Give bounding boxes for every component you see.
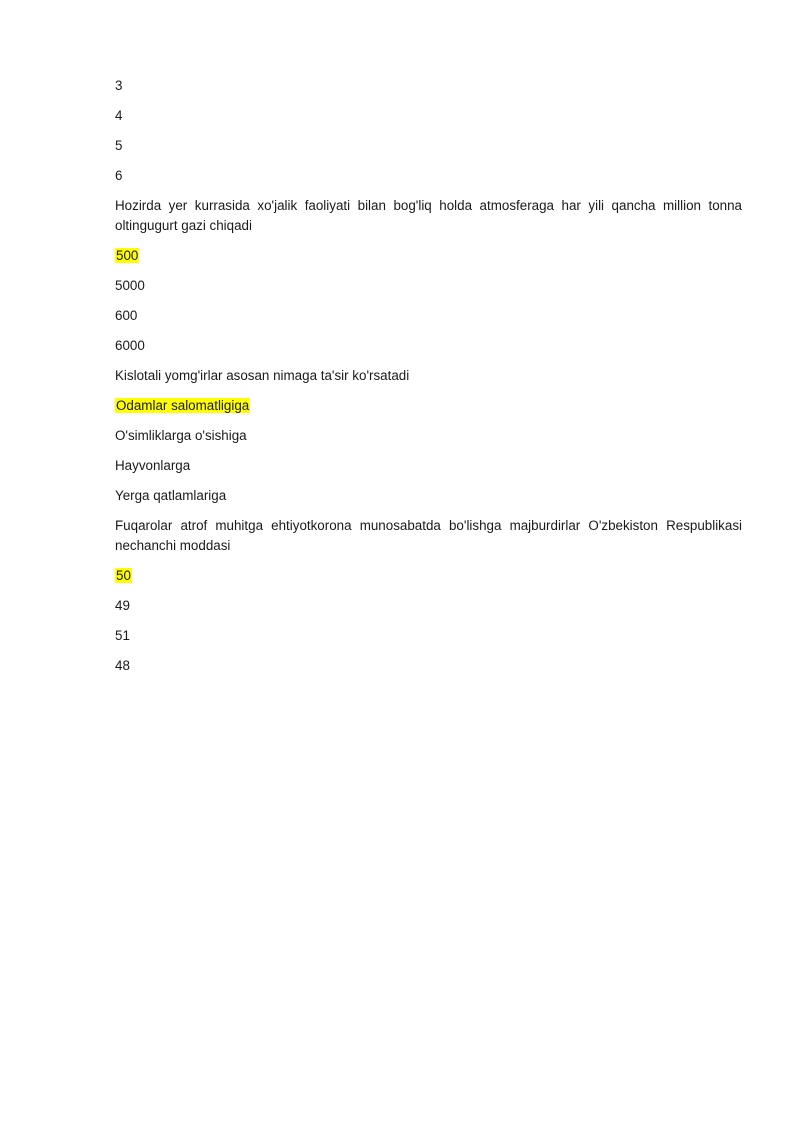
document-body	[115, 76, 742, 686]
option-text: 5000	[115, 278, 145, 293]
answer-highlight: 50	[116, 568, 131, 583]
option-text: 600	[115, 308, 138, 323]
option-text: O'simliklarga o'sishiga	[115, 428, 247, 443]
option-text: Yerga qatlamlariga	[115, 488, 227, 503]
option-text: Hayvonlarga	[115, 458, 191, 473]
option-text: 3	[115, 78, 123, 93]
option-text: 6000	[115, 338, 145, 353]
option-text: 49	[115, 598, 130, 613]
option-text: 5	[115, 138, 123, 153]
correct-answer	[115, 246, 742, 266]
question-text: Kislotali yomg'irlar asosan nimaga ta'sir ko'rsatadi	[115, 368, 410, 383]
option-text: 4	[115, 108, 123, 123]
option-text: 6	[115, 168, 123, 183]
correct-answer	[115, 396, 742, 416]
answer-highlight: Odamlar salomatligiga	[116, 398, 250, 413]
question-text: Hozirda yer kurrasida xo'jalik faoliyati bilan bog'liq holda atmosferaga har yili qancha million tonna oltingugurt gazi chiqadi	[115, 198, 742, 233]
option-text: 48	[115, 658, 130, 673]
option-text: 51	[115, 628, 130, 643]
correct-answer	[115, 566, 742, 586]
answer-highlight: 500	[116, 248, 139, 263]
question-text: Fuqarolar atrof muhitga ehtiyotkorona munosabatda bo'lishga majburdirlar O'zbekiston Respublikasi nechanchi moddasi	[115, 518, 742, 553]
